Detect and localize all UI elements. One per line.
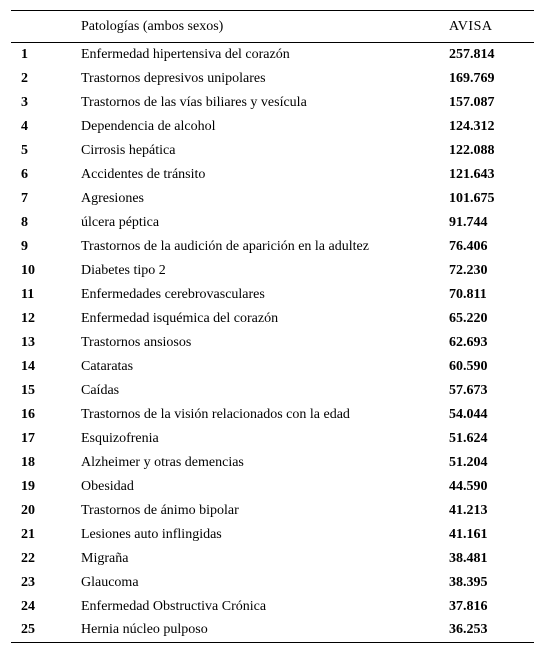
row-pathology: Glaucoma xyxy=(81,574,139,590)
row-rank: 19 xyxy=(21,478,35,494)
row-pathology: úlcera péptica xyxy=(81,214,160,230)
row-rank: 13 xyxy=(21,334,35,350)
row-pathology: Lesiones auto inflingidas xyxy=(81,526,222,542)
row-rank: 4 xyxy=(21,118,28,134)
row-rank: 7 xyxy=(21,190,28,206)
table-header xyxy=(11,11,534,43)
row-rank: 3 xyxy=(21,94,28,110)
table-row xyxy=(11,115,534,139)
row-pathology: Esquizofrenia xyxy=(81,430,159,446)
table-row xyxy=(11,451,534,475)
header-avisa: AVISA xyxy=(449,11,534,43)
row-rank: 21 xyxy=(21,526,35,542)
row-avisa-value: 169.769 xyxy=(449,70,495,86)
table-row xyxy=(11,619,534,643)
row-avisa-value: 70.811 xyxy=(449,286,487,302)
row-rank: 18 xyxy=(21,454,35,470)
row-avisa-value: 41.213 xyxy=(449,502,488,518)
table-body xyxy=(11,43,534,643)
row-avisa-value: 38.481 xyxy=(449,550,488,566)
table-row xyxy=(11,187,534,211)
pathologies-table xyxy=(11,10,534,643)
row-pathology: Trastornos de la audición de aparición en la adultez xyxy=(81,238,369,254)
table-row xyxy=(11,91,534,115)
row-pathology: Enfermedad Obstructiva Crónica xyxy=(81,598,267,614)
table-row xyxy=(11,499,534,523)
row-rank: 10 xyxy=(21,262,35,278)
row-pathology: Dependencia de alcohol xyxy=(81,118,216,134)
table-row xyxy=(11,595,534,619)
row-avisa-value: 38.395 xyxy=(449,574,488,590)
row-pathology: Agresiones xyxy=(81,190,144,206)
table-row xyxy=(11,163,534,187)
row-pathology: Diabetes tipo 2 xyxy=(81,262,166,278)
row-avisa-value: 37.816 xyxy=(449,598,488,614)
row-pathology: Enfermedad isquémica del corazón xyxy=(81,310,279,326)
row-rank: 11 xyxy=(21,286,35,302)
row-rank: 1 xyxy=(21,47,28,63)
row-rank: 22 xyxy=(21,550,35,566)
row-rank: 15 xyxy=(21,382,35,398)
row-avisa-value: 41.161 xyxy=(449,526,488,542)
row-rank: 24 xyxy=(21,598,35,614)
row-avisa-value: 51.624 xyxy=(449,430,488,446)
row-rank: 8 xyxy=(21,214,28,230)
table-row xyxy=(11,427,534,451)
row-pathology: Trastornos ansiosos xyxy=(81,334,192,350)
row-avisa-value: 76.406 xyxy=(449,238,488,254)
row-rank: 14 xyxy=(21,358,35,374)
row-rank: 5 xyxy=(21,142,28,158)
header-rank xyxy=(11,11,81,43)
row-pathology: Trastornos depresivos unipolares xyxy=(81,70,266,86)
table-row xyxy=(11,403,534,427)
row-rank: 25 xyxy=(11,619,81,643)
table-row xyxy=(11,67,534,91)
table-row xyxy=(11,475,534,499)
row-avisa-value: 157.087 xyxy=(449,94,495,110)
row-avisa-value: 51.204 xyxy=(449,454,488,470)
row-avisa-value: 44.590 xyxy=(449,478,488,494)
row-pathology: Alzheimer y otras demencias xyxy=(81,454,244,470)
row-rank: 23 xyxy=(21,574,35,590)
row-avisa-value: 101.675 xyxy=(449,190,495,206)
table-row xyxy=(11,379,534,403)
row-rank: 6 xyxy=(21,166,28,182)
row-avisa-value: 257.814 xyxy=(449,47,495,63)
row-avisa-value: 36.253 xyxy=(449,619,534,643)
row-pathology: Hernia núcleo pulposo xyxy=(81,619,449,643)
row-avisa-value: 54.044 xyxy=(449,406,488,422)
row-rank: 2 xyxy=(21,70,28,86)
table-row xyxy=(11,139,534,163)
table-row xyxy=(11,307,534,331)
row-avisa-value: 124.312 xyxy=(449,118,495,134)
row-pathology: Trastornos de la visión relacionados con la edad xyxy=(81,406,350,422)
row-pathology: Trastornos de ánimo bipolar xyxy=(81,502,239,518)
row-pathology: Obesidad xyxy=(81,478,134,494)
row-avisa-value: 65.220 xyxy=(449,310,488,326)
table-row xyxy=(11,235,534,259)
table-row xyxy=(11,547,534,571)
table-row xyxy=(11,571,534,595)
row-rank: 16 xyxy=(21,406,35,422)
header-pathology: Patologías (ambos sexos) xyxy=(81,11,449,43)
row-avisa-value: 60.590 xyxy=(449,358,488,374)
row-pathology: Enfermedades cerebrovasculares xyxy=(81,286,265,302)
row-avisa-value: 122.088 xyxy=(449,142,495,158)
table-row xyxy=(11,523,534,547)
row-pathology: Trastornos de las vías biliares y vesícula xyxy=(81,94,307,110)
header-row xyxy=(11,11,534,43)
table-row xyxy=(11,283,534,307)
row-rank: 9 xyxy=(21,238,28,254)
row-rank: 20 xyxy=(21,502,35,518)
row-pathology: Caídas xyxy=(81,382,120,398)
row-pathology: Cataratas xyxy=(81,358,134,374)
row-avisa-value: 62.693 xyxy=(449,334,488,350)
row-avisa-value: 57.673 xyxy=(449,382,488,398)
row-rank: 17 xyxy=(21,430,35,446)
row-pathology: Cirrosis hepática xyxy=(81,142,176,158)
row-pathology: Accidentes de tránsito xyxy=(81,166,206,182)
row-avisa-value: 91.744 xyxy=(449,214,488,230)
table-row xyxy=(11,331,534,355)
table-row xyxy=(11,43,534,67)
table-row xyxy=(11,259,534,283)
table-row xyxy=(11,355,534,379)
row-rank: 12 xyxy=(21,310,35,326)
row-avisa-value: 121.643 xyxy=(449,166,495,182)
table-row xyxy=(11,211,534,235)
row-pathology: Enfermedad hipertensiva del corazón xyxy=(81,47,290,63)
row-avisa-value: 72.230 xyxy=(449,262,488,278)
row-pathology: Migraña xyxy=(81,550,129,566)
